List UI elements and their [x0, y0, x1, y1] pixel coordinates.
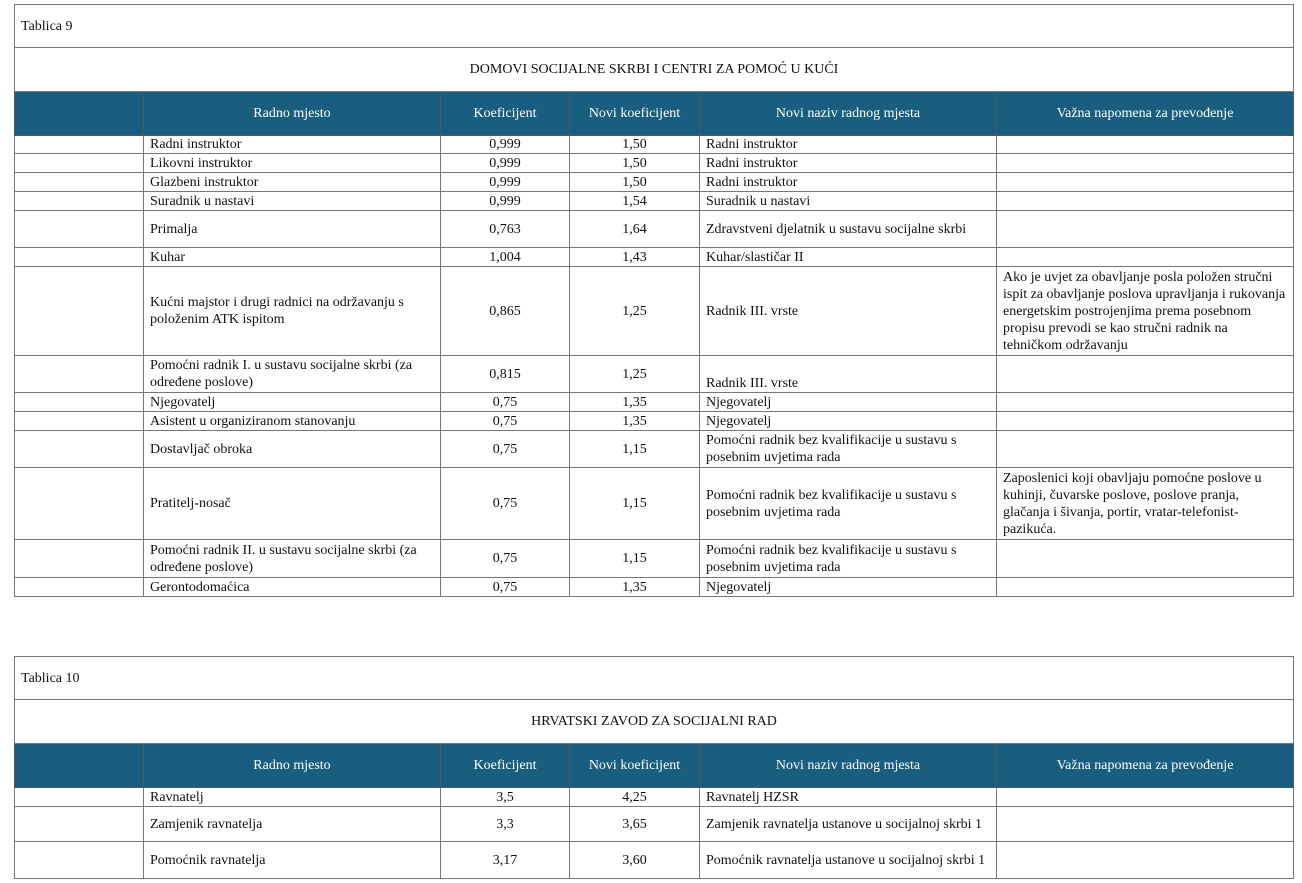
row-blank-cell: [15, 578, 144, 597]
novi-koeficijent-cell: 1,15: [570, 540, 700, 578]
novi-naziv-cell: Radni instruktor: [700, 173, 997, 192]
novi-koeficijent-cell: 1,50: [570, 136, 700, 154]
column-header: Radno mjesto: [144, 92, 441, 136]
novi-koeficijent-cell: 1,15: [570, 431, 700, 468]
novi-naziv-cell: Kuhar/slastičar II: [700, 248, 997, 267]
column-header: Važna napomena za prevođenje: [997, 92, 1294, 136]
column-header: Radno mjesto: [144, 744, 441, 788]
koeficijent-cell: 3,3: [441, 807, 570, 842]
radno-mjesto-cell: Primalja: [144, 211, 441, 248]
koeficijent-cell: 0,999: [441, 192, 570, 211]
novi-koeficijent-cell: 1,50: [570, 173, 700, 192]
novi-naziv-cell: Pomoćni radnik bez kvalifikacije u sustavu s posebnim uvjetima rada: [700, 468, 997, 540]
napomena-cell: [997, 578, 1294, 597]
caption-row: [15, 657, 1294, 700]
novi-naziv-cell: Zdravstveni djelatnik u sustavu socijalne skrbi: [700, 211, 997, 248]
header-blank: [15, 92, 144, 136]
novi-koeficijent-cell: 1,64: [570, 211, 700, 248]
table-row: [15, 431, 1294, 468]
koeficijent-cell: 0,815: [441, 356, 570, 393]
koeficijent-cell: 0,75: [441, 578, 570, 597]
novi-naziv-cell: Ravnatelj HZSR: [700, 788, 997, 807]
novi-naziv-cell: Pomoćnik ravnatelja ustanove u socijalnoj skrbi 1: [700, 842, 997, 879]
radno-mjesto-cell: Suradnik u nastavi: [144, 192, 441, 211]
napomena-cell: [997, 154, 1294, 173]
koeficijent-cell: 0,999: [441, 136, 570, 154]
napomena-cell: [997, 842, 1294, 879]
table-row: [15, 154, 1294, 173]
napomena-cell: [997, 393, 1294, 412]
koeficijent-cell: 3,5: [441, 788, 570, 807]
header-blank: [15, 744, 144, 788]
column-header: Koeficijent: [441, 92, 570, 136]
novi-koeficijent-cell: 4,25: [570, 788, 700, 807]
header-row: [15, 92, 1294, 136]
koeficijent-cell: 0,865: [441, 267, 570, 356]
row-blank-cell: [15, 807, 144, 842]
napomena-cell: [997, 211, 1294, 248]
novi-koeficijent-cell: 1,35: [570, 393, 700, 412]
radno-mjesto-cell: Pomoćni radnik I. u sustavu socijalne skrbi (za određene poslove): [144, 356, 441, 393]
row-blank-cell: [15, 540, 144, 578]
table-row: [15, 412, 1294, 431]
table-title: HRVATSKI ZAVOD ZA SOCIJALNI RAD: [15, 700, 1294, 744]
table-9: [14, 4, 1294, 597]
radno-mjesto-cell: Glazbeni instruktor: [144, 173, 441, 192]
table-row: [15, 136, 1294, 154]
koeficijent-cell: 1,004: [441, 248, 570, 267]
radno-mjesto-cell: Pratitelj-nosač: [144, 468, 441, 540]
radno-mjesto-cell: Zamjenik ravnatelja: [144, 807, 441, 842]
table-row: [15, 211, 1294, 248]
novi-koeficijent-cell: 1,25: [570, 356, 700, 393]
table-row: [15, 540, 1294, 578]
novi-naziv-cell: Njegovatelj: [700, 412, 997, 431]
header-row: [15, 744, 1294, 788]
table-row: [15, 173, 1294, 192]
koeficijent-cell: 3,17: [441, 842, 570, 879]
table-10: [14, 656, 1294, 879]
row-blank-cell: [15, 154, 144, 173]
novi-naziv-cell: Radni instruktor: [700, 154, 997, 173]
koeficijent-cell: 0,763: [441, 211, 570, 248]
row-blank-cell: [15, 248, 144, 267]
koeficijent-cell: 0,75: [441, 431, 570, 468]
novi-koeficijent-cell: 1,54: [570, 192, 700, 211]
row-blank-cell: [15, 431, 144, 468]
novi-naziv-cell: Njegovatelj: [700, 578, 997, 597]
koeficijent-cell: 0,75: [441, 468, 570, 540]
radno-mjesto-cell: Njegovatelj: [144, 393, 441, 412]
napomena-cell: [997, 136, 1294, 154]
column-header: Novi koeficijent: [570, 744, 700, 788]
row-blank-cell: [15, 468, 144, 540]
radno-mjesto-cell: Ravnatelj: [144, 788, 441, 807]
novi-naziv-cell: Radnik III. vrste: [700, 267, 997, 356]
row-blank-cell: [15, 842, 144, 879]
novi-naziv-cell: Zamjenik ravnatelja ustanove u socijalnoj skrbi 1: [700, 807, 997, 842]
row-blank-cell: [15, 173, 144, 192]
row-blank-cell: [15, 356, 144, 393]
napomena-cell: [997, 248, 1294, 267]
row-blank-cell: [15, 211, 144, 248]
novi-koeficijent-cell: 1,35: [570, 412, 700, 431]
table-row: [15, 578, 1294, 597]
radno-mjesto-cell: Dostavljač obroka: [144, 431, 441, 468]
napomena-cell: [997, 788, 1294, 807]
title-row: [15, 700, 1294, 744]
novi-koeficijent-cell: 1,15: [570, 468, 700, 540]
koeficijent-cell: 0,999: [441, 154, 570, 173]
napomena-cell: Ako je uvjet za obavljanje posla položen stručni ispit za obavljanje poslova upravljanja i rukovanja energetskim postrojenjima prema posebnom propisu prevodi se kao stručni radnik na tehničkom održavanju: [997, 267, 1294, 356]
table-caption: Tablica 9: [15, 5, 1294, 48]
radno-mjesto-cell: Asistent u organiziranom stanovanju: [144, 412, 441, 431]
novi-naziv-cell: Njegovatelj: [700, 393, 997, 412]
napomena-cell: [997, 807, 1294, 842]
napomena-cell: [997, 356, 1294, 393]
caption-row: [15, 5, 1294, 48]
row-blank-cell: [15, 788, 144, 807]
radno-mjesto-cell: Kućni majstor i drugi radnici na održavanju s položenim ATK ispitom: [144, 267, 441, 356]
radno-mjesto-cell: Pomoćnik ravnatelja: [144, 842, 441, 879]
table-row: [15, 393, 1294, 412]
radno-mjesto-cell: Gerontodomaćica: [144, 578, 441, 597]
table-row: [15, 842, 1294, 879]
radno-mjesto-cell: Radni instruktor: [144, 136, 441, 154]
novi-koeficijent-cell: 3,60: [570, 842, 700, 879]
koeficijent-cell: 0,75: [441, 412, 570, 431]
table-row: [15, 468, 1294, 540]
novi-naziv-cell: Suradnik u nastavi: [700, 192, 997, 211]
table-title: DOMOVI SOCIJALNE SKRBI I CENTRI ZA POMOĆ U KUĆI: [15, 48, 1294, 92]
novi-koeficijent-cell: 1,43: [570, 248, 700, 267]
koeficijent-cell: 0,75: [441, 540, 570, 578]
napomena-cell: [997, 412, 1294, 431]
novi-naziv-cell: Radni instruktor: [700, 136, 997, 154]
napomena-cell: [997, 540, 1294, 578]
row-blank-cell: [15, 267, 144, 356]
table-row: [15, 248, 1294, 267]
table-row: [15, 267, 1294, 356]
napomena-cell: Zaposlenici koji obavljaju pomoćne poslove u kuhinji, čuvarske poslove, poslove pranja, glačanja i šivanja, portir, vratar-telefonist-pazikuća.: [997, 468, 1294, 540]
novi-koeficijent-cell: 3,65: [570, 807, 700, 842]
title-row: [15, 48, 1294, 92]
napomena-cell: [997, 192, 1294, 211]
napomena-cell: [997, 173, 1294, 192]
table-caption: Tablica 10: [15, 657, 1294, 700]
koeficijent-cell: 0,999: [441, 173, 570, 192]
radno-mjesto-cell: Pomoćni radnik II. u sustavu socijalne skrbi (za određene poslove): [144, 540, 441, 578]
table-row: [15, 807, 1294, 842]
novi-koeficijent-cell: 1,35: [570, 578, 700, 597]
novi-naziv-cell: Pomoćni radnik bez kvalifikacije u sustavu s posebnim uvjetima rada: [700, 431, 997, 468]
napomena-cell: [997, 431, 1294, 468]
column-header: Koeficijent: [441, 744, 570, 788]
row-blank-cell: [15, 412, 144, 431]
column-header: Novi naziv radnog mjesta: [700, 744, 997, 788]
koeficijent-cell: 0,75: [441, 393, 570, 412]
novi-naziv-cell: Radnik III. vrste: [700, 356, 997, 393]
table-row: [15, 788, 1294, 807]
row-blank-cell: [15, 136, 144, 154]
row-blank-cell: [15, 393, 144, 412]
column-header: Novi naziv radnog mjesta: [700, 92, 997, 136]
novi-koeficijent-cell: 1,25: [570, 267, 700, 356]
table-row: [15, 356, 1294, 393]
row-blank-cell: [15, 192, 144, 211]
novi-koeficijent-cell: 1,50: [570, 154, 700, 173]
table-row: [15, 192, 1294, 211]
radno-mjesto-cell: Likovni instruktor: [144, 154, 441, 173]
column-header: Važna napomena za prevođenje: [997, 744, 1294, 788]
radno-mjesto-cell: Kuhar: [144, 248, 441, 267]
novi-naziv-cell: Pomoćni radnik bez kvalifikacije u sustavu s posebnim uvjetima rada: [700, 540, 997, 578]
column-header: Novi koeficijent: [570, 92, 700, 136]
